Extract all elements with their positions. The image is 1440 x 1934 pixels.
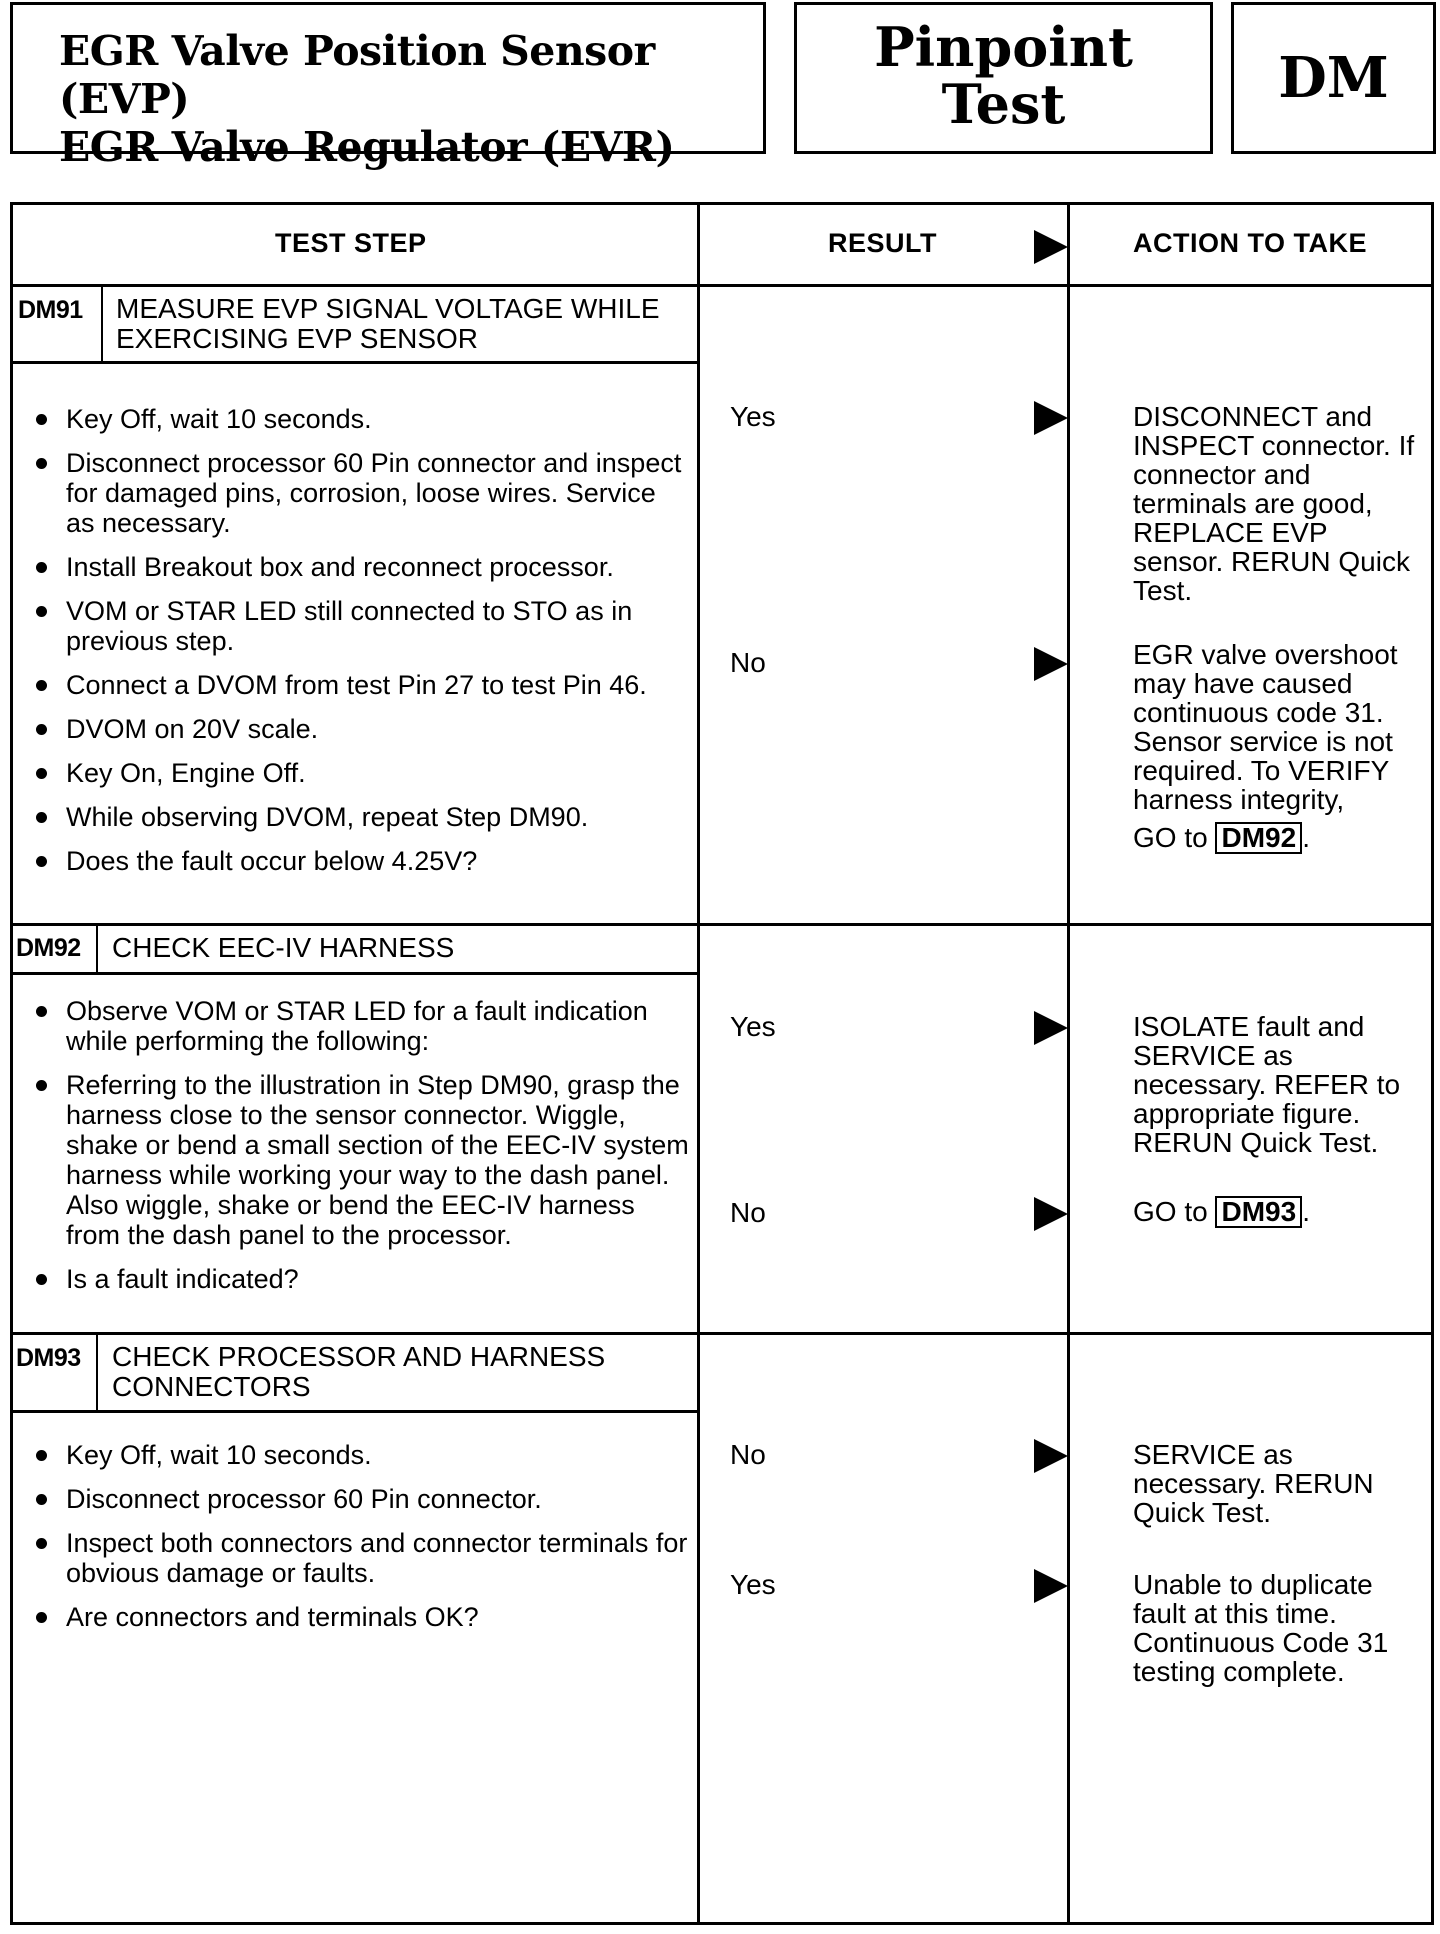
table-border-bottom (10, 1922, 1432, 1925)
title-box (10, 2, 766, 171)
dm91-bullet: Does the fault occur below 4.25V? (30, 846, 690, 876)
column-divider-2 (1067, 202, 1070, 1925)
step-id-dm91: DM91 (18, 296, 83, 324)
dm91-bullet: Key Off, wait 10 seconds. (30, 404, 690, 434)
row-divider-dm93 (10, 1332, 1432, 1335)
dm92-yes-arrow-icon (1034, 1011, 1068, 1045)
dm93-no-arrow-icon (1034, 1439, 1068, 1473)
dm93-id-divider (96, 1332, 98, 1412)
dm91-bullet: DVOM on 20V scale. (30, 714, 690, 744)
title-line-1: EGR Valve Position Sensor (EVP) (59, 27, 655, 123)
dm93-yes-arrow-icon (1034, 1569, 1068, 1603)
dm92-header-underline (10, 972, 700, 975)
step-ref-dm93[interactable]: DM93 (1215, 1196, 1302, 1228)
dm91-bullet: Install Breakout box and reconnect processor. (30, 552, 690, 582)
go-to-label: GO to (1133, 1196, 1208, 1227)
dm91-result-no: No (730, 647, 766, 678)
column-header-result: RESULT (828, 227, 937, 258)
dm93-result-yes: Yes (730, 1569, 776, 1600)
dm93-bullet: Disconnect processor 60 Pin connector. (30, 1484, 690, 1514)
dm93-action-no: SERVICE as necessary. RERUN Quick Test. (1133, 1439, 1374, 1528)
dm91-bullet: Key On, Engine Off. (30, 758, 690, 788)
column-header-test-step: TEST STEP (275, 227, 427, 258)
dm91-no-arrow-icon (1034, 647, 1068, 681)
column-divider-1 (697, 202, 700, 1925)
dm92-no-arrow-icon (1034, 1197, 1068, 1231)
dm92-bullet: Is a fault indicated? (30, 1264, 690, 1294)
dm91-bullet: While observing DVOM, repeat Step DM90. (30, 802, 690, 832)
dm91-id-divider (101, 284, 103, 363)
test-code-box (1231, 2, 1436, 154)
dm93-action-yes: Unable to duplicate fault at this time. Continuous Code 31 testing complete. (1133, 1569, 1389, 1687)
dm93-result-no: No (730, 1439, 766, 1470)
row-divider-dm92 (10, 923, 1432, 926)
dm91-action-yes: DISCONNECT and INSPECT connector. If connector and terminals are good, REPLACE EVP sensor. RERUN Quick Test. (1133, 401, 1415, 606)
dm91-bullet: VOM or STAR LED still connected to STO as in previous step. (30, 596, 690, 656)
go-to-suffix: . (1302, 1196, 1310, 1227)
dm91-bullet: Disconnect processor 60 Pin connector and inspect for damaged pins, corrosion, loose wires. Service as necessary. (30, 448, 690, 538)
dm92-id-divider (96, 923, 98, 974)
column-header-action: ACTION TO TAKE (1133, 227, 1367, 258)
dm91-action-no-text: EGR valve overshoot may have caused continuous code 31. Sensor service is not required. To VERIFY harness integrity, (1133, 639, 1398, 815)
dm93-bullet-list (30, 1440, 690, 1632)
header-row-divider (10, 284, 1432, 287)
pinpoint-test-box (794, 2, 1213, 154)
pinpoint-label: Pinpoint (874, 15, 1133, 79)
table-border-left (10, 202, 13, 1925)
dm92-result-no: No (730, 1197, 766, 1228)
step-title-dm91: MEASURE EVP SIGNAL VOLTAGE WHILE EXERCISING EVP SENSOR (116, 293, 660, 354)
dm92-bullet-list (30, 996, 690, 1294)
step-ref-dm92[interactable]: DM92 (1215, 822, 1302, 854)
dm93-bullet: Key Off, wait 10 seconds. (30, 1440, 690, 1470)
dm91-action-no (1133, 640, 1423, 854)
dm92-bullet: Referring to the illustration in Step DM90, grasp the harness close to the sensor connector. Wiggle, shake or bend a small section of the EEC-IV system harness while working your way to the dash panel. Also wiggle, shake or bend the EEC-IV harness from the dash panel to the processor. (30, 1070, 690, 1250)
dm92-bullet: Observe VOM or STAR LED for a fault indication while performing the following: (30, 996, 690, 1056)
result-arrow-icon (1034, 230, 1068, 264)
dm92-action-yes: ISOLATE fault and SERVICE as necessary. REFER to appropriate figure. RERUN Quick Test. (1133, 1011, 1401, 1158)
test-code: DM (1278, 45, 1389, 111)
dm91-bullet: Connect a DVOM from test Pin 27 to test Pin 46. (30, 670, 690, 700)
test-label: Test (941, 72, 1066, 136)
go-to-suffix: . (1302, 822, 1310, 853)
step-id-dm92: DM92 (16, 934, 81, 962)
dm93-header-underline (10, 1410, 700, 1413)
dm92-result-yes: Yes (730, 1011, 776, 1042)
step-title-dm93: CHECK PROCESSOR AND HARNESS CONNECTORS (112, 1341, 606, 1402)
dm91-yes-arrow-icon (1034, 401, 1068, 435)
table-border-right (1431, 202, 1434, 1925)
dm92-action-no (1133, 1196, 1423, 1228)
dm93-bullet: Are connectors and terminals OK? (30, 1602, 690, 1632)
dm91-go-to (1133, 822, 1423, 854)
title-line-2: EGR Valve Regulator (EVR) (59, 123, 675, 171)
step-id-dm93: DM93 (16, 1344, 81, 1372)
dm91-header-underline (10, 361, 700, 364)
go-to-label: GO to (1133, 822, 1208, 853)
step-title-dm92: CHECK EEC-IV HARNESS (112, 932, 455, 963)
dm93-bullet: Inspect both connectors and connector terminals for obvious damage or faults. (30, 1528, 690, 1588)
dm91-bullet-list (30, 404, 690, 876)
dm91-result-yes: Yes (730, 401, 776, 432)
